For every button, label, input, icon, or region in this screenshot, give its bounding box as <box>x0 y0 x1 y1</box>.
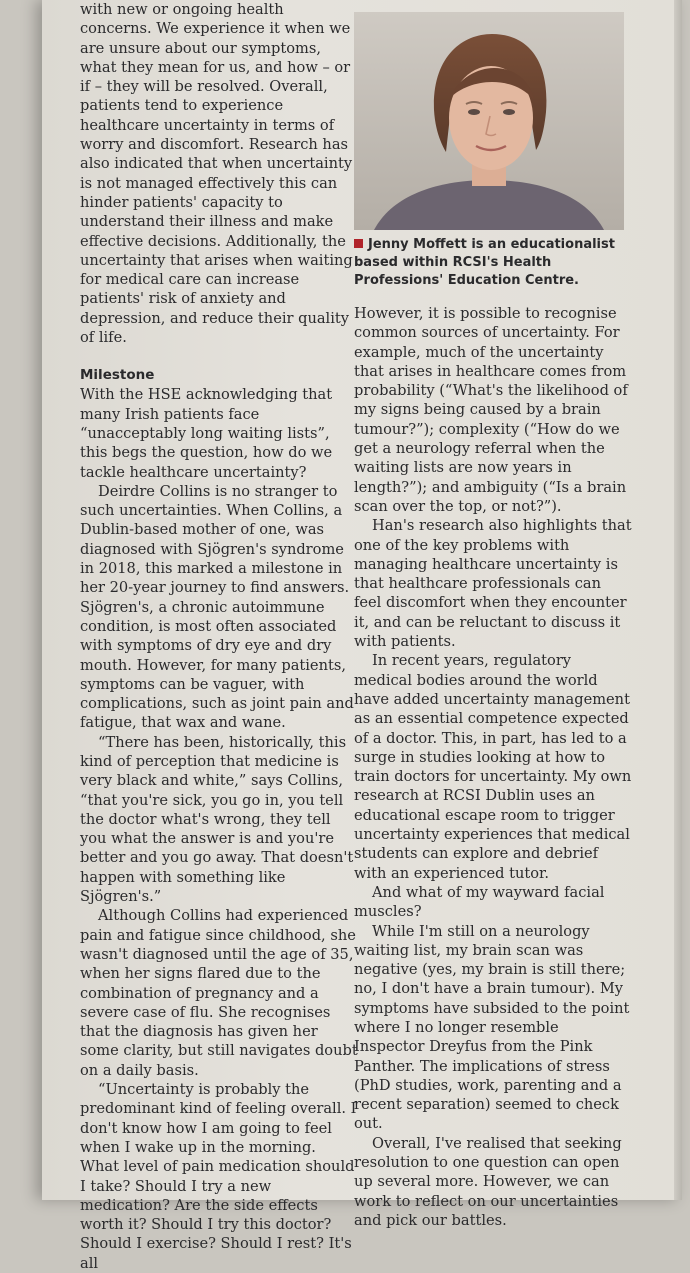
caption-text: Jenny Moffett is an educationalist based within RCSI's Health Professions' Education Centre. <box>354 237 615 288</box>
paragraph: Overall, I've realised that seeking resolution to one question can open up several more. However, we can work to reflect on our uncertainties and pick our battles. <box>354 1134 622 1229</box>
caption-square-icon <box>354 239 363 248</box>
paragraph: However, it is possible to recognise common sources of uncertainty. For example, much of the uncertainty that arises in healthcare comes from probability (“What's the likelihood of my signs being caused by a brain tumour?”); complexity (“How do we get a neurology referral when the waiting lists are now years in length?”); and ambiguity (“Is a brain scan over the top, or not?”). <box>354 305 628 515</box>
photo-caption <box>354 236 639 290</box>
paragraph: Although Collins had experienced pain and fatigue since childhood, she wasn't diagnosed until the age of 35, when her signs flared due to the combination of pregnancy and a severe case of flu. She recognises that the diagnosis has given her some clarity, but still navigates doubt on a daily basis. <box>80 907 358 1079</box>
paragraph: While I'm still on a neurology waiting list, my brain scan was negative (yes, my brain is still there; no, I don't have a brain tumour). My symptoms have subsided to the point where I no longer resemble Inspector Dreyfus from the Pink Panther. The implications of stress (PhD studies, work, parenting and a recent separation) seemed to check out. <box>354 922 630 1133</box>
portrait-photo-icon <box>354 12 624 230</box>
subheading-milestone: Milestone <box>80 367 155 384</box>
author-photo <box>354 12 624 230</box>
article-column-left <box>80 0 358 1273</box>
paragraph: with new or ongoing health concerns. We experience it when we are unsure about our symptoms, what they mean for us, and how – or if – they will be resolved. Overall, patients tend to experience healthcare uncertainty in terms of worry and discomfort. Research has also indicated that when uncertainty is not managed effectively this can hinder patients' capacity to understand their illness and make effective decisions. Additionally, the uncertainty that arises when waiting for medical care can increase patients' risk of anxiety and depression, and reduce their quality of life. <box>80 1 353 347</box>
newspaper-page <box>42 0 682 1272</box>
paragraph: Deirdre Collins is no stranger to such uncertainties. When Collins, a Dublin-based mother of one, was diagnosed with Sjögren's syndrome in 2018, this marked a milestone in her 20-year journey to find answers. Sjögren's, a chronic autoimmune condition, is most often associated with symptoms of dry eye and dry mouth. However, for many patients, symptoms can be vaguer, with complications, such as joint pain and fatigue, that wax and wane. <box>80 482 354 732</box>
paragraph: And what of my wayward facial muscles? <box>354 883 605 921</box>
paragraph: In recent years, regulatory medical bodies around the world have added uncertainty management as an essential competence expected of a doctor. This, in part, has led to a surge in studies looking at how to train doctors for uncertainty. My own research at RCSI Dublin uses an educational escape room to trigger uncertainty experiences that medical students can explore and debrief with an experienced tutor. <box>354 652 632 882</box>
paragraph: With the HSE acknowledging that many Irish patients face “unacceptably long waiting lists”, this begs the question, how do we tackle healthcare uncertainty? <box>80 386 333 481</box>
article-column-right <box>354 304 632 1230</box>
paragraph: “There has been, historically, this kind of perception that medicine is very black and white,” says Collins, “that you're sick, you go in, you tell the doctor what's wrong, they tell you what the answer is and you're better and you go away. That doesn't happen with something like Sjögren's.” <box>80 733 354 906</box>
paragraph: “Uncertainty is probably the predominant kind of feeling overall. I don't know how I am going to feel when I wake up in the morning. What level of pain medication should I take? Should I try a new medication? Are the side effects worth it? Should I try this doctor? Should I exercise? Should I rest? It's all <box>80 1081 357 1272</box>
paragraph: Han's research also highlights that one of the key problems with managing healthcare uncertainty is that healthcare professionals can feel discomfort when they encounter it, and can be reluctant to discuss it with patients. <box>354 517 632 651</box>
page-edge <box>674 0 682 1200</box>
